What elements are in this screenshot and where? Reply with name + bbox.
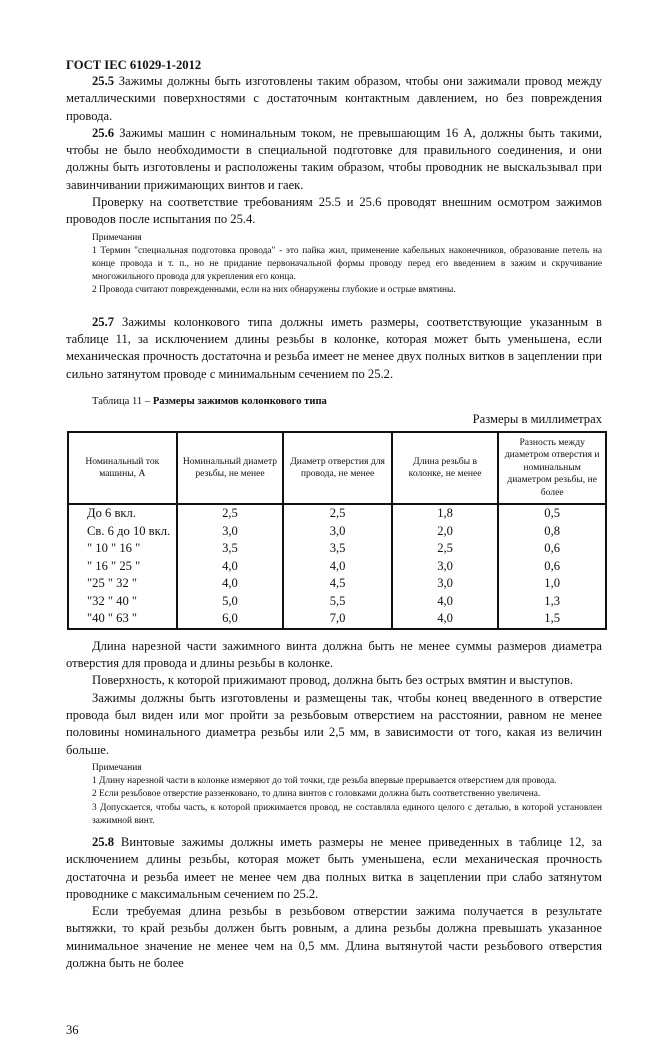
document-header: ГОСТ IEC 61029-1-2012 <box>66 58 202 72</box>
table-cell: 4,0 <box>177 558 284 576</box>
table-cell: 1,3 <box>498 593 606 611</box>
table-cell: До 6 вкл. <box>68 504 177 523</box>
table-row <box>68 523 606 541</box>
table-cell: 3,5 <box>177 540 284 558</box>
after-table-text <box>66 638 602 972</box>
table-caption-title: Размеры зажимов колонкового типа <box>152 395 327 407</box>
table-cell: "25 " 32 " <box>68 575 177 593</box>
clause-text: Зажимы должны быть изготовлены таким образом, чтобы они зажимали провод между металлическими поверхностями с достаточным контактным давлением, но без повреждения провода. <box>66 74 602 123</box>
table-row <box>68 558 606 576</box>
table-caption <box>66 395 602 409</box>
table-row <box>68 540 606 558</box>
section-25-7 <box>66 314 602 383</box>
table-cell: 3,5 <box>283 540 392 558</box>
table-units: Размеры в миллиметрах <box>472 411 602 426</box>
column-header: Диаметр отверстия для провода, не менее <box>283 432 392 505</box>
table-caption-prefix: Таблица 11 – <box>92 395 153 407</box>
table-cell: " 16 " 25 " <box>68 558 177 576</box>
paragraph: Поверхность, к которой прижимают провод, должна быть без острых вмятин и выступов. <box>92 673 574 688</box>
table-cell: 1,8 <box>392 504 498 523</box>
table-row <box>68 575 606 593</box>
table-cell: 4,0 <box>283 558 392 576</box>
table-cell: 0,6 <box>498 558 606 576</box>
table-cell: 4,0 <box>392 610 498 629</box>
table-cell: 3,0 <box>392 575 498 593</box>
table-cell: 4,5 <box>283 575 392 593</box>
table-cell: 5,0 <box>177 593 284 611</box>
notes-block <box>66 232 602 298</box>
paragraph: Зажимы должны быть изготовлены и размещены так, чтобы конец введенного в отверстие провода был виден или мог пройти за резьбовым отверстием на расстоянии, равном не менее половины номинального диаметра резьбы или 2,5 мм, в зависимости от того, какая из величин больше. <box>66 690 602 757</box>
table-cell: Св. 6 до 10 вкл. <box>68 523 177 541</box>
table-cell: 4,0 <box>177 575 284 593</box>
table-row <box>68 610 606 629</box>
table-cell: 6,0 <box>177 610 284 629</box>
column-header: Номинальный ток машины, А <box>68 432 177 505</box>
paragraph: Если требуемая длина резьбы в резьбовом отверстии зажима получается в результате вытяжки, то край резьбы должен быть ровным, а длина резьбы должна превышать указанное минимальное значение не менее чем на 0,5 мм. Длина вытянутой части резьбового отверстия должна быть не более <box>66 904 602 971</box>
notes-block <box>66 762 602 828</box>
notes-title: Примечания <box>92 232 142 243</box>
column-header: Длина резьбы в колонке, не менее <box>392 432 498 505</box>
table-cell: 3,0 <box>283 523 392 541</box>
table-cell: 0,6 <box>498 540 606 558</box>
column-header: Номинальный диаметр резьбы, не менее <box>177 432 284 505</box>
clause-number: 25.5 <box>92 74 115 88</box>
table-11 <box>67 431 602 630</box>
note-item: 1 Термин "специальная подготовка провода" - это пайка жил, применение кабельных наконечников, образование петель на конце провода и т. п., но не придание первоначальной формы проводу перед его введением в зажим и скручивание многожильного провода для укрепления его конца. <box>92 245 602 283</box>
clause-number: 25.7 <box>92 314 115 329</box>
paragraph: Длина нарезной части зажимного винта должна быть не менее суммы размеров диаметра отверстия для провода и длины резьбы в колонке. <box>66 638 602 671</box>
table-row <box>68 593 606 611</box>
note-item: 3 Допускается, чтобы часть, к которой прижимается провод, не составляла единого целого с деталью, в которой установлен зажимной винт. <box>92 802 602 826</box>
clause-number: 25.6 <box>92 125 115 140</box>
table-row <box>68 504 606 523</box>
table-cell: 3,0 <box>392 558 498 576</box>
note-item: 2 Провода считают поврежденными, если на них обнаружены глубокие и острые вмятины. <box>92 285 456 296</box>
clause-text: Зажимы колонкового типа должны иметь размеры, соответствующие указанным в таблице 11, за исключением длины резьбы в колонке, которая может быть уменьшена, если механическая прочность достаточна и резьба имеет не менее двух полных витков в зацеплении при сильно затянутом проводе с минимальным сечением по 25.2. <box>66 314 602 381</box>
table-cell: " 10 " 16 " <box>68 540 177 558</box>
clause-text: Зажимы машин с номинальным током, не превышающим 16 А, должны быть такими, чтобы не было необходимости в специальной подготовке для правильного соединения, и они должны быть изготовлены и расположены таким образом, чтобы проводник не выскальзывал при завинчивании прижимающих винтов и гаек. <box>66 125 602 192</box>
table-cell: 2,0 <box>392 523 498 541</box>
table-cell: 5,5 <box>283 593 392 611</box>
notes-title: Примечания <box>92 762 142 773</box>
table-cell: "32 " 40 " <box>68 593 177 611</box>
table-cell: 2,5 <box>392 540 498 558</box>
table-cell: 2,5 <box>283 504 392 523</box>
table-cell: 0,8 <box>498 523 606 541</box>
page-number: 36 <box>66 1023 79 1038</box>
clause-number: 25.8 <box>92 834 115 849</box>
table-cell: 1,0 <box>498 575 606 593</box>
note-item: 2 Если резьбовое отверстие раззенковано, то длина винтов с головками должна быть соответственно увеличена. <box>92 789 541 800</box>
table-cell: "40 " 63 " <box>68 610 177 629</box>
section-25-5 <box>66 73 602 298</box>
table-cell: 1,5 <box>498 610 606 629</box>
note-item: 1 Длину нарезной части в колонке измеряют до той точки, где резьба впервые прерывается отверстием для провода. <box>92 776 557 787</box>
table-cell: 4,0 <box>392 593 498 611</box>
column-header: Разность между диаметром отверстия и номинальным диаметром резьбы, не более <box>498 432 606 505</box>
table-cell: 3,0 <box>177 523 284 541</box>
table-cell: 2,5 <box>177 504 284 523</box>
table-cell: 0,5 <box>498 504 606 523</box>
table-cell: 7,0 <box>283 610 392 629</box>
clause-text: Винтовые зажимы должны иметь размеры не менее приведенных в таблице 12, за исключением длины резьбы, которая может быть уменьшена, если механическая прочность достаточна и резьба имеет не менее чем два полных витка в зацеплении при слабо затянутом проводнике с максимальным сечением по 25.2. <box>66 834 602 901</box>
check-paragraph: Проверку на соответствие требованиям 25.5 и 25.6 проводят внешним осмотром зажимов проводов после испытания по 25.4. <box>66 195 602 227</box>
